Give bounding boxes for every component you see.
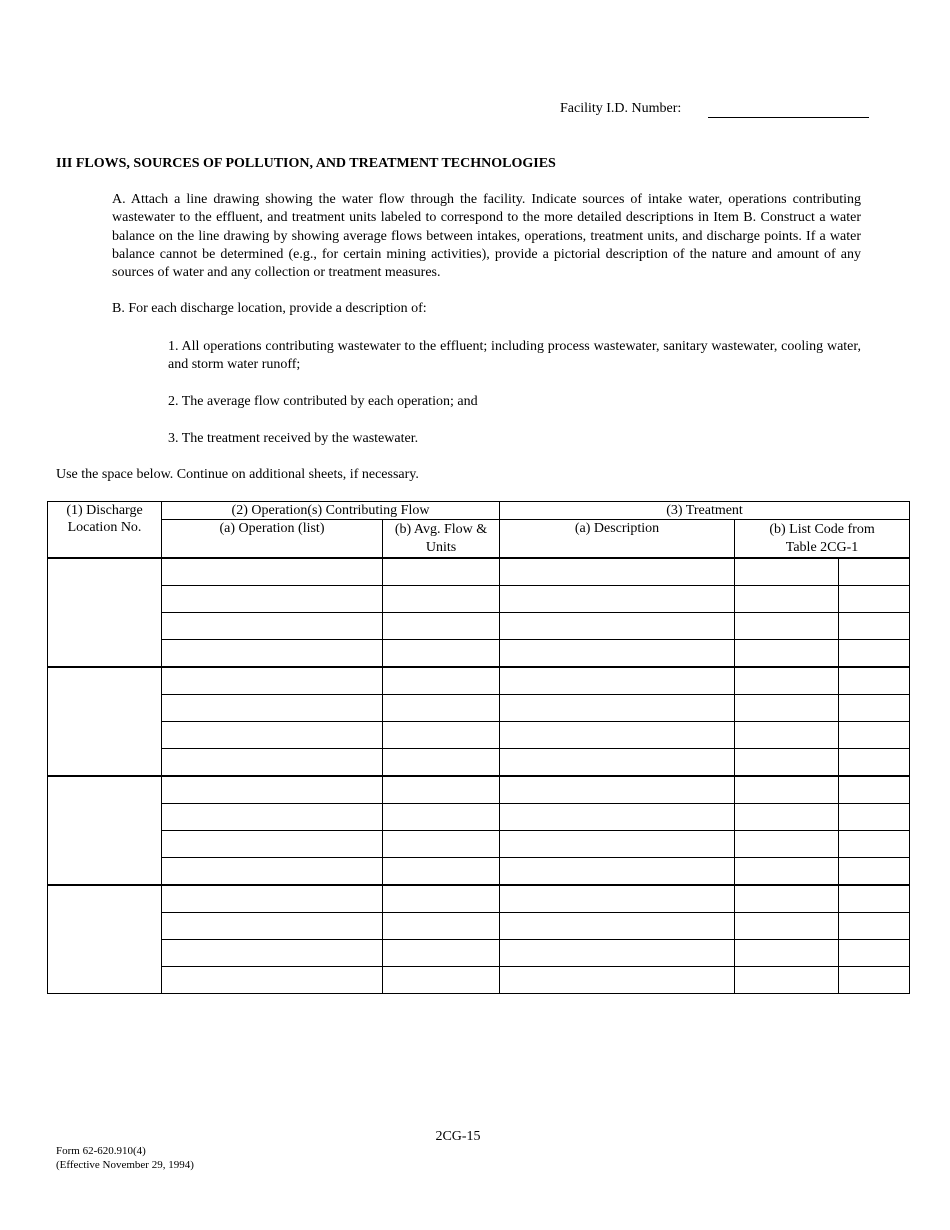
table-row [48,722,910,749]
avg-flow-cell[interactable] [383,586,500,613]
operation-cell[interactable] [162,967,383,994]
avg-flow-cell[interactable] [383,967,500,994]
table-row [48,804,910,831]
table-row [48,885,910,913]
list-code-cell[interactable] [735,831,839,858]
list-code-cell[interactable] [735,586,839,613]
table-row [48,858,910,886]
operation-cell[interactable] [162,913,383,940]
header-list-code [735,520,910,559]
description-cell[interactable] [500,558,735,586]
avg-flow-cell[interactable] [383,667,500,695]
table-row [48,695,910,722]
list-code-cell[interactable] [735,749,839,777]
list-code-extra-cell[interactable] [839,858,910,886]
table-row [48,967,910,994]
operation-cell[interactable] [162,722,383,749]
operation-cell[interactable] [162,640,383,668]
avg-flow-cell[interactable] [383,804,500,831]
description-cell[interactable] [500,804,735,831]
avg-flow-cell[interactable] [383,640,500,668]
operation-cell[interactable] [162,831,383,858]
discharge-location-cell[interactable] [48,667,162,776]
form-effective-date: (Effective November 29, 1994) [56,1159,194,1171]
list-code-extra-cell[interactable] [839,776,910,804]
list-code-extra-cell[interactable] [839,613,910,640]
description-cell[interactable] [500,586,735,613]
description-cell[interactable] [500,885,735,913]
list-code-cell[interactable] [735,695,839,722]
header-discharge-line2: Location No. [67,520,142,535]
avg-flow-cell[interactable] [383,831,500,858]
table-row [48,558,910,586]
list-code-cell[interactable] [735,640,839,668]
discharge-location-cell[interactable] [48,885,162,994]
list-code-extra-cell[interactable] [839,831,910,858]
header-discharge-line1: (1) Discharge [66,503,143,518]
list-code-extra-cell[interactable] [839,667,910,695]
description-cell[interactable] [500,695,735,722]
list-code-cell[interactable] [735,558,839,586]
list-code-extra-cell[interactable] [839,722,910,749]
facility-id-input-line[interactable] [708,117,869,118]
header-treatment: (3) Treatment [500,502,910,520]
list-code-extra-cell[interactable] [839,558,910,586]
form-number: Form 62-620.910(4) [56,1145,146,1157]
list-code-cell[interactable] [735,967,839,994]
discharge-table [47,501,910,994]
avg-flow-cell[interactable] [383,776,500,804]
list-code-cell[interactable] [735,776,839,804]
operation-cell[interactable] [162,749,383,777]
header-description: (a) Description [500,520,735,559]
table-row [48,776,910,804]
header-operations: (2) Operation(s) Contributing Flow [162,502,500,520]
list-code-extra-cell[interactable] [839,586,910,613]
description-cell[interactable] [500,640,735,668]
discharge-location-cell[interactable] [48,776,162,885]
instruction-paragraph-b: B. For each discharge location, provide a description of: [112,301,427,316]
operation-cell[interactable] [162,667,383,695]
use-space-note: Use the space below. Continue on additional sheets, if necessary. [56,467,419,482]
list-code-cell[interactable] [735,858,839,886]
facility-id-label: Facility I.D. Number: [560,101,682,116]
list-code-extra-cell[interactable] [839,640,910,668]
table-row [48,640,910,668]
operation-cell[interactable] [162,776,383,804]
avg-flow-cell[interactable] [383,885,500,913]
list-code-extra-cell[interactable] [839,749,910,777]
avg-flow-cell[interactable] [383,695,500,722]
header-avg-flow-line2: Units [425,540,457,555]
header-avg-flow [383,520,500,559]
description-cell[interactable] [500,613,735,640]
operation-cell[interactable] [162,885,383,913]
table-row [48,667,910,695]
instruction-item-1: 1. All operations contributing wastewater to the effluent; including process wastewater, sanitary wastewater, cooling water, and storm water runoff; [168,339,861,373]
instruction-item-3: 3. The treatment received by the wastewater. [168,431,419,446]
header-operation-list: (a) Operation (list) [162,520,383,559]
table-row [48,749,910,777]
table-row [48,586,910,613]
avg-flow-cell[interactable] [383,913,500,940]
table-body [48,558,910,994]
list-code-extra-cell[interactable] [839,913,910,940]
description-cell[interactable] [500,858,735,886]
table-row [48,613,910,640]
avg-flow-cell[interactable] [383,722,500,749]
header-discharge-location [48,502,162,559]
avg-flow-cell[interactable] [383,558,500,586]
description-cell[interactable] [500,722,735,749]
header-list-code-line1: (b) List Code from [769,522,875,537]
avg-flow-cell[interactable] [383,940,500,967]
description-cell[interactable] [500,967,735,994]
operation-cell[interactable] [162,613,383,640]
description-cell[interactable] [500,749,735,777]
list-code-extra-cell[interactable] [839,967,910,994]
avg-flow-cell[interactable] [383,749,500,777]
operation-cell[interactable] [162,940,383,967]
page-number: 2CG-15 [435,1129,481,1144]
list-code-cell[interactable] [735,913,839,940]
operation-cell[interactable] [162,558,383,586]
list-code-cell[interactable] [735,722,839,749]
instruction-item-2: 2. The average flow contributed by each operation; and [168,394,478,409]
list-code-extra-cell[interactable] [839,695,910,722]
description-cell[interactable] [500,831,735,858]
avg-flow-cell[interactable] [383,858,500,886]
operation-cell[interactable] [162,858,383,886]
list-code-extra-cell[interactable] [839,940,910,967]
operation-cell[interactable] [162,586,383,613]
header-list-code-line2: Table 2CG-1 [785,540,859,555]
avg-flow-cell[interactable] [383,613,500,640]
list-code-extra-cell[interactable] [839,804,910,831]
header-avg-flow-line1: (b) Avg. Flow & [394,522,488,537]
instruction-paragraph-a: A. Attach a line drawing showing the water flow through the facility. Indicate sources of intake water, operations contributing wastewater to the effluent, and treatment units labeled to correspond to the more detailed descriptions in Item B. Construct a water balance on the line drawing by showing average flows between intakes, operations, treatment units, and discharge points. If a water balance cannot be determined (e.g., for certain mining activities), provide a pictorial description of the nature and amount of any sources of water and any collection or treatment measures. [112,192,861,281]
table-row [48,831,910,858]
table-row [48,940,910,967]
operation-cell[interactable] [162,695,383,722]
operation-cell[interactable] [162,804,383,831]
list-code-cell[interactable] [735,804,839,831]
section-heading: III FLOWS, SOURCES OF POLLUTION, AND TREATMENT TECHNOLOGIES [56,156,556,171]
description-cell[interactable] [500,913,735,940]
list-code-cell[interactable] [735,667,839,695]
table-row [48,913,910,940]
description-cell[interactable] [500,667,735,695]
description-cell[interactable] [500,940,735,967]
list-code-cell[interactable] [735,885,839,913]
list-code-extra-cell[interactable] [839,885,910,913]
description-cell[interactable] [500,776,735,804]
list-code-cell[interactable] [735,613,839,640]
discharge-location-cell[interactable] [48,558,162,667]
list-code-cell[interactable] [735,940,839,967]
